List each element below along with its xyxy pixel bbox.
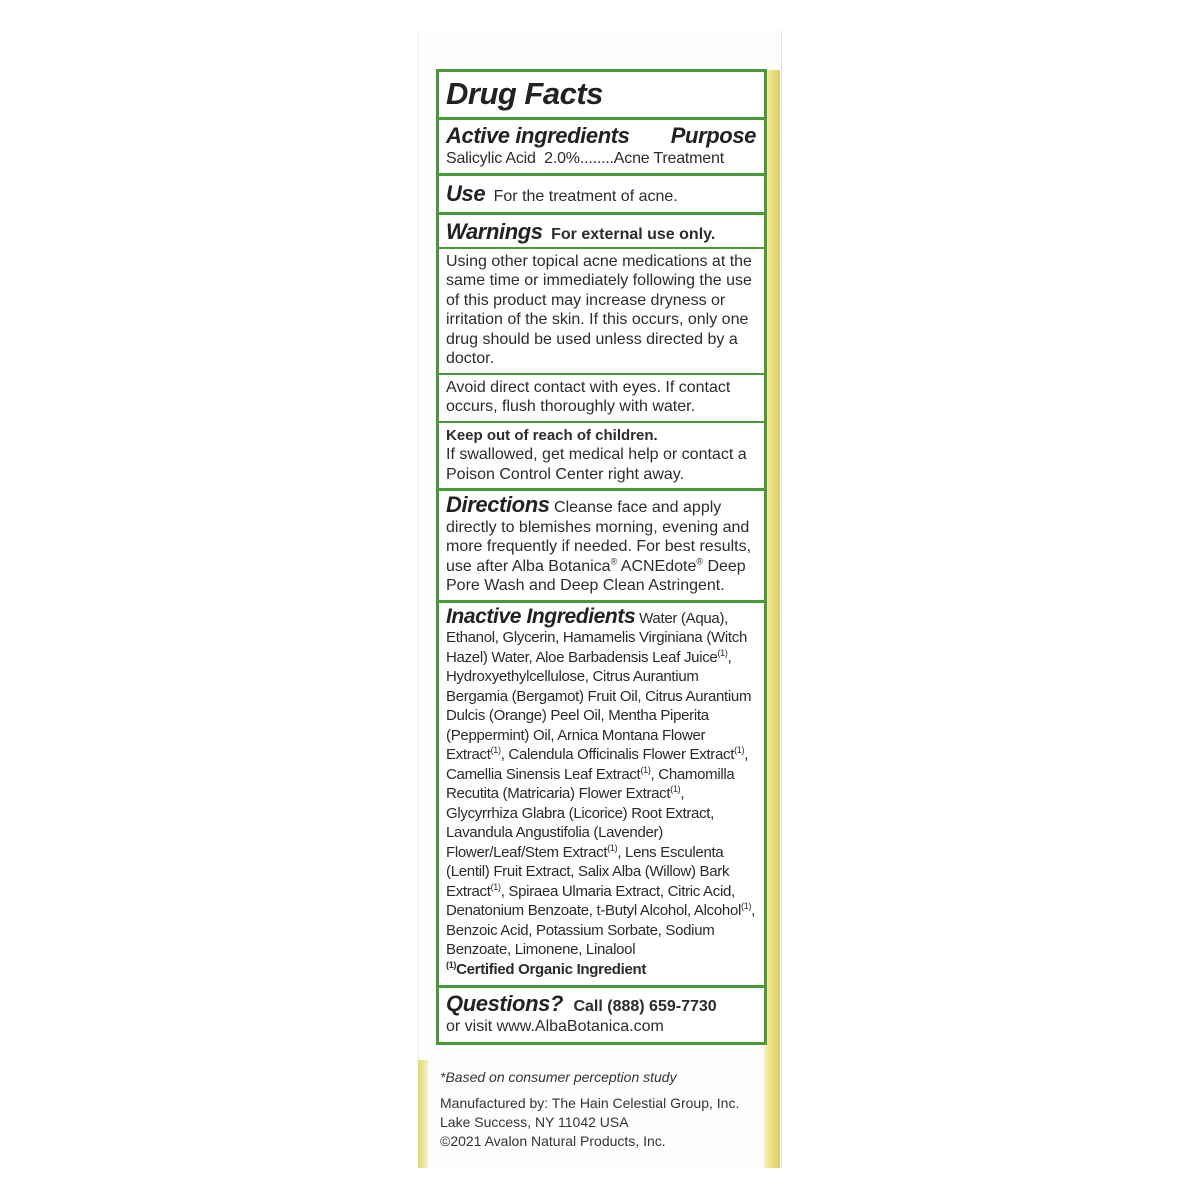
inactive-segment: , Glycyrrhiza Glabra (Licorice) Root Extract, Lavandula Angustifolia (Lavender) Flower/Leaf/Stem Extract [446, 785, 715, 861]
footnote-marker: (1) [734, 745, 745, 755]
active-ingredients-section [439, 120, 764, 176]
footnote-marker: (1) [640, 764, 651, 775]
use-heading: Use [446, 180, 486, 206]
drug-facts-title: Drug Facts [446, 76, 603, 111]
directions-text: Cleanse face and apply directly to blemishes morning, evening and more frequently if needed. For best results, use after Alba Botanica [446, 499, 752, 575]
inactive-segment: , Chamomilla Recutita (Matricaria) Flower Extract [446, 765, 735, 802]
inactive-ingredients-section [439, 603, 764, 989]
footnote-marker: (1) [607, 842, 618, 853]
questions-phone: Call (888) 659-7730 [573, 998, 717, 1015]
drug-facts-title-section [439, 72, 764, 120]
active-ingredient-line: Salicylic Acid 2.0%........Acne Treatment [446, 150, 724, 167]
registered-mark: ® [696, 556, 703, 567]
copyright: ©2021 Avalon Natural Products, Inc. [440, 1133, 666, 1149]
warnings-paragraph-1 [439, 249, 764, 375]
use-text: For the treatment of acne. [493, 187, 678, 205]
inactive-segment: , Camellia Sinensis Leaf Extract [446, 746, 749, 783]
warnings-heading-section [439, 215, 764, 249]
footnote-marker: (1) [490, 881, 501, 892]
registered-mark: ® [610, 556, 618, 567]
warnings-paragraph-2 [439, 375, 764, 423]
footnote-marker: (1) [717, 647, 728, 658]
directions-text-end: Deep Pore Wash and Deep Clean Astringent. [446, 557, 746, 594]
package-bottom-edge [418, 1060, 428, 1168]
footnote-marker: (1) [670, 784, 681, 794]
use-section [439, 176, 764, 215]
inactive-segment: , Calendula Officinalis Flower Extract [500, 746, 735, 763]
footnote-marker: (1) [741, 901, 752, 911]
directions-heading: Directions [446, 492, 550, 517]
warnings-text-2: Avoid direct contact with eyes. If contact occurs, flush thoroughly with water. [446, 378, 731, 415]
keep-out-section [439, 423, 764, 492]
warnings-subheading: For external use only. [551, 225, 716, 243]
questions-website: or visit www.AlbaBotanica.com [446, 1017, 664, 1035]
warnings-heading: Warnings [446, 218, 543, 244]
certified-organic-note: $^{(1)}$Certified Organic Ingredient [446, 959, 647, 978]
manufacturer-line-1: Manufactured by: The Hain Celestial Group, Inc. [440, 1095, 740, 1111]
inactive-segment: , Lens Esculenta (Lentil) Fruit Extract, Salix Alba (Willow) Bark Extract [446, 843, 730, 900]
inactive-segment: , Spiraea Ulmaria Extract, Citric Acid, Denatonium Benzoate, t-Butyl Alcohol, Alcohol [446, 882, 742, 919]
inactive-segment: Water (Aqua), Ethanol, Glycerin, Hamamelis Virginiana (Witch Hazel) Water, Aloe Barbadensis Leaf Juice [446, 609, 748, 666]
purpose-heading: Purpose [670, 123, 756, 148]
directions-product: ACNEdote [617, 557, 697, 575]
keep-out-heading: Keep out of reach of children. [446, 426, 658, 444]
directions-section [439, 491, 764, 603]
swallowed-text: If swallowed, get medical help or contact a Poison Control Center right away. [446, 446, 747, 483]
manufacturer-info [440, 1094, 770, 1151]
questions-section [439, 988, 764, 1042]
footnote-marker: (1) [490, 745, 501, 755]
perception-note: *Based on consumer perception study [440, 1069, 677, 1085]
inactive-segment: , Hydroxyethylcellulose, Citrus Aurantium Bergamia (Bergamot) Fruit Oil, Citrus Aurantium Dulcis (Orange) Peel Oil, Mentha Piperita (Peppermint) Oil, Arnica Montana Flower Extract [446, 648, 752, 763]
warnings-text-1: Using other topical acne medications at the same time or immediately following the use of this product may increase dryness or irritation of the skin. If this occurs, only one drug should be used unless directed by a doctor. [446, 252, 752, 367]
inactive-ingredients-heading: Inactive Ingredients [446, 604, 636, 628]
inactive-segment: , Benzoic Acid, Potassium Sorbate, Sodium Benzoate, Limonene, Linalool [446, 902, 756, 958]
questions-heading: Questions? [446, 991, 564, 1016]
active-ingredients-heading: Active ingredients [446, 123, 630, 148]
manufacturer-line-2: Lake Success, NY 11042 USA [440, 1114, 629, 1130]
drug-facts-panel [436, 69, 767, 1045]
